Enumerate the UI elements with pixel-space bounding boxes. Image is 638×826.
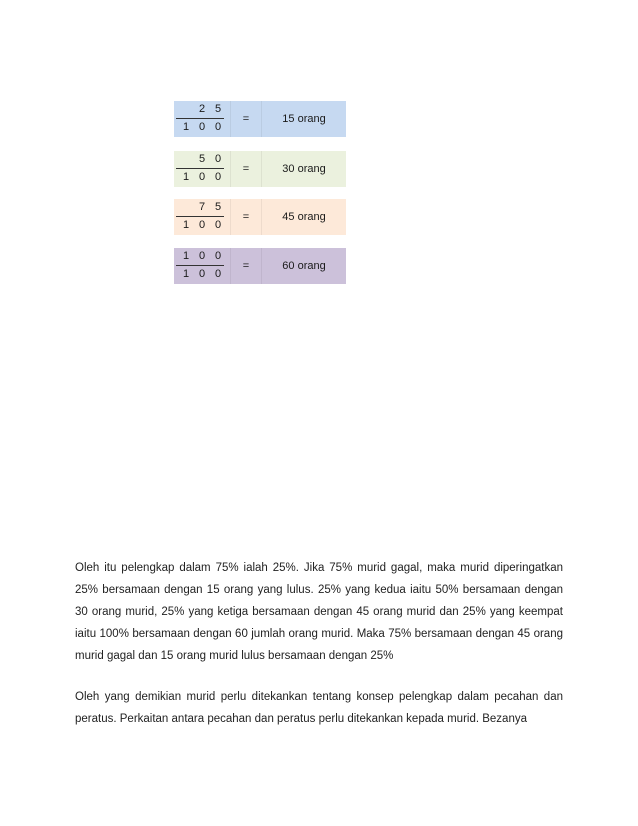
fraction-cell <box>174 199 230 235</box>
result-value: 15 orang <box>282 113 326 125</box>
denominator <box>178 121 226 133</box>
denominator-digit: 0 <box>214 268 222 280</box>
numerator <box>178 153 226 165</box>
denominator-digit: 0 <box>198 121 206 133</box>
denominator-digit: 0 <box>214 219 222 231</box>
denominator-digit: 0 <box>214 171 222 183</box>
numerator <box>178 103 226 115</box>
numerator-digit: 0 <box>214 250 222 262</box>
numerator-digit <box>178 153 194 165</box>
denominator-digit: 0 <box>214 121 222 133</box>
denominator-digit: 1 <box>182 219 190 231</box>
denominator-digit: 0 <box>198 171 206 183</box>
numerator <box>178 201 226 213</box>
numerator-digit: 5 <box>198 153 206 165</box>
equals-sign: = <box>230 151 262 187</box>
fraction-bar <box>176 216 224 217</box>
result-value: 45 orang <box>282 211 326 223</box>
denominator <box>178 171 226 183</box>
numerator-digit: 0 <box>214 153 222 165</box>
denominator-digit: 1 <box>182 121 190 133</box>
conclusion-paragraph: Oleh yang demikian murid perlu ditekankan tentang konsep pelengkap dalam pecahan dan peratus. Perkaitan antara pecahan dan peratus perlu ditekankan kepada murid. Bezanya <box>75 691 563 725</box>
fraction-table-row-2 <box>174 151 346 187</box>
denominator-digit: 1 <box>182 171 190 183</box>
fraction-bar <box>176 168 224 169</box>
denominator <box>178 219 226 231</box>
result-value: 30 orang <box>282 163 326 175</box>
fraction-table-row-3 <box>174 199 346 235</box>
fraction-table-row-4 <box>174 248 346 284</box>
fraction-table-row-1 <box>174 101 346 137</box>
denominator-digit: 0 <box>198 219 206 231</box>
explanation-paragraph: Oleh itu pelengkap dalam 75% ialah 25%. Jika 75% murid gagal, maka murid diperingatkan 25% bersamaan dengan 15 orang yang lulus. 25% yang kedua iaitu 50% bersamaan dengan 30 orang murid, 25% yang ketiga bersamaan dengan 45 orang murid dan 25% yang keempat iaitu 100% bersamaan dengan 60 jumlah orang murid. Maka 75% bersamaan dengan 45 orang murid gagal dan 15 orang murid lulus bersamaan dengan 25% <box>75 562 563 662</box>
fraction-cell <box>174 101 230 137</box>
numerator-digit: 7 <box>198 201 206 213</box>
result-value: 60 orang <box>282 260 326 272</box>
denominator <box>178 268 226 280</box>
fraction-bar <box>176 118 224 119</box>
fraction-cell <box>174 151 230 187</box>
denominator-digit: 0 <box>198 268 206 280</box>
equals-sign: = <box>230 199 262 235</box>
numerator-digit <box>178 201 194 213</box>
denominator-digit: 1 <box>182 268 190 280</box>
equals-sign: = <box>230 101 262 137</box>
numerator-digit: 1 <box>182 250 190 262</box>
numerator-digit <box>178 103 194 115</box>
numerator <box>178 250 226 262</box>
numerator-digit: 0 <box>198 250 206 262</box>
numerator-digit: 5 <box>214 103 222 115</box>
equals-sign: = <box>230 248 262 284</box>
numerator-digit: 5 <box>214 201 222 213</box>
fraction-bar <box>176 265 224 266</box>
numerator-digit: 2 <box>198 103 206 115</box>
fraction-cell <box>174 248 230 284</box>
